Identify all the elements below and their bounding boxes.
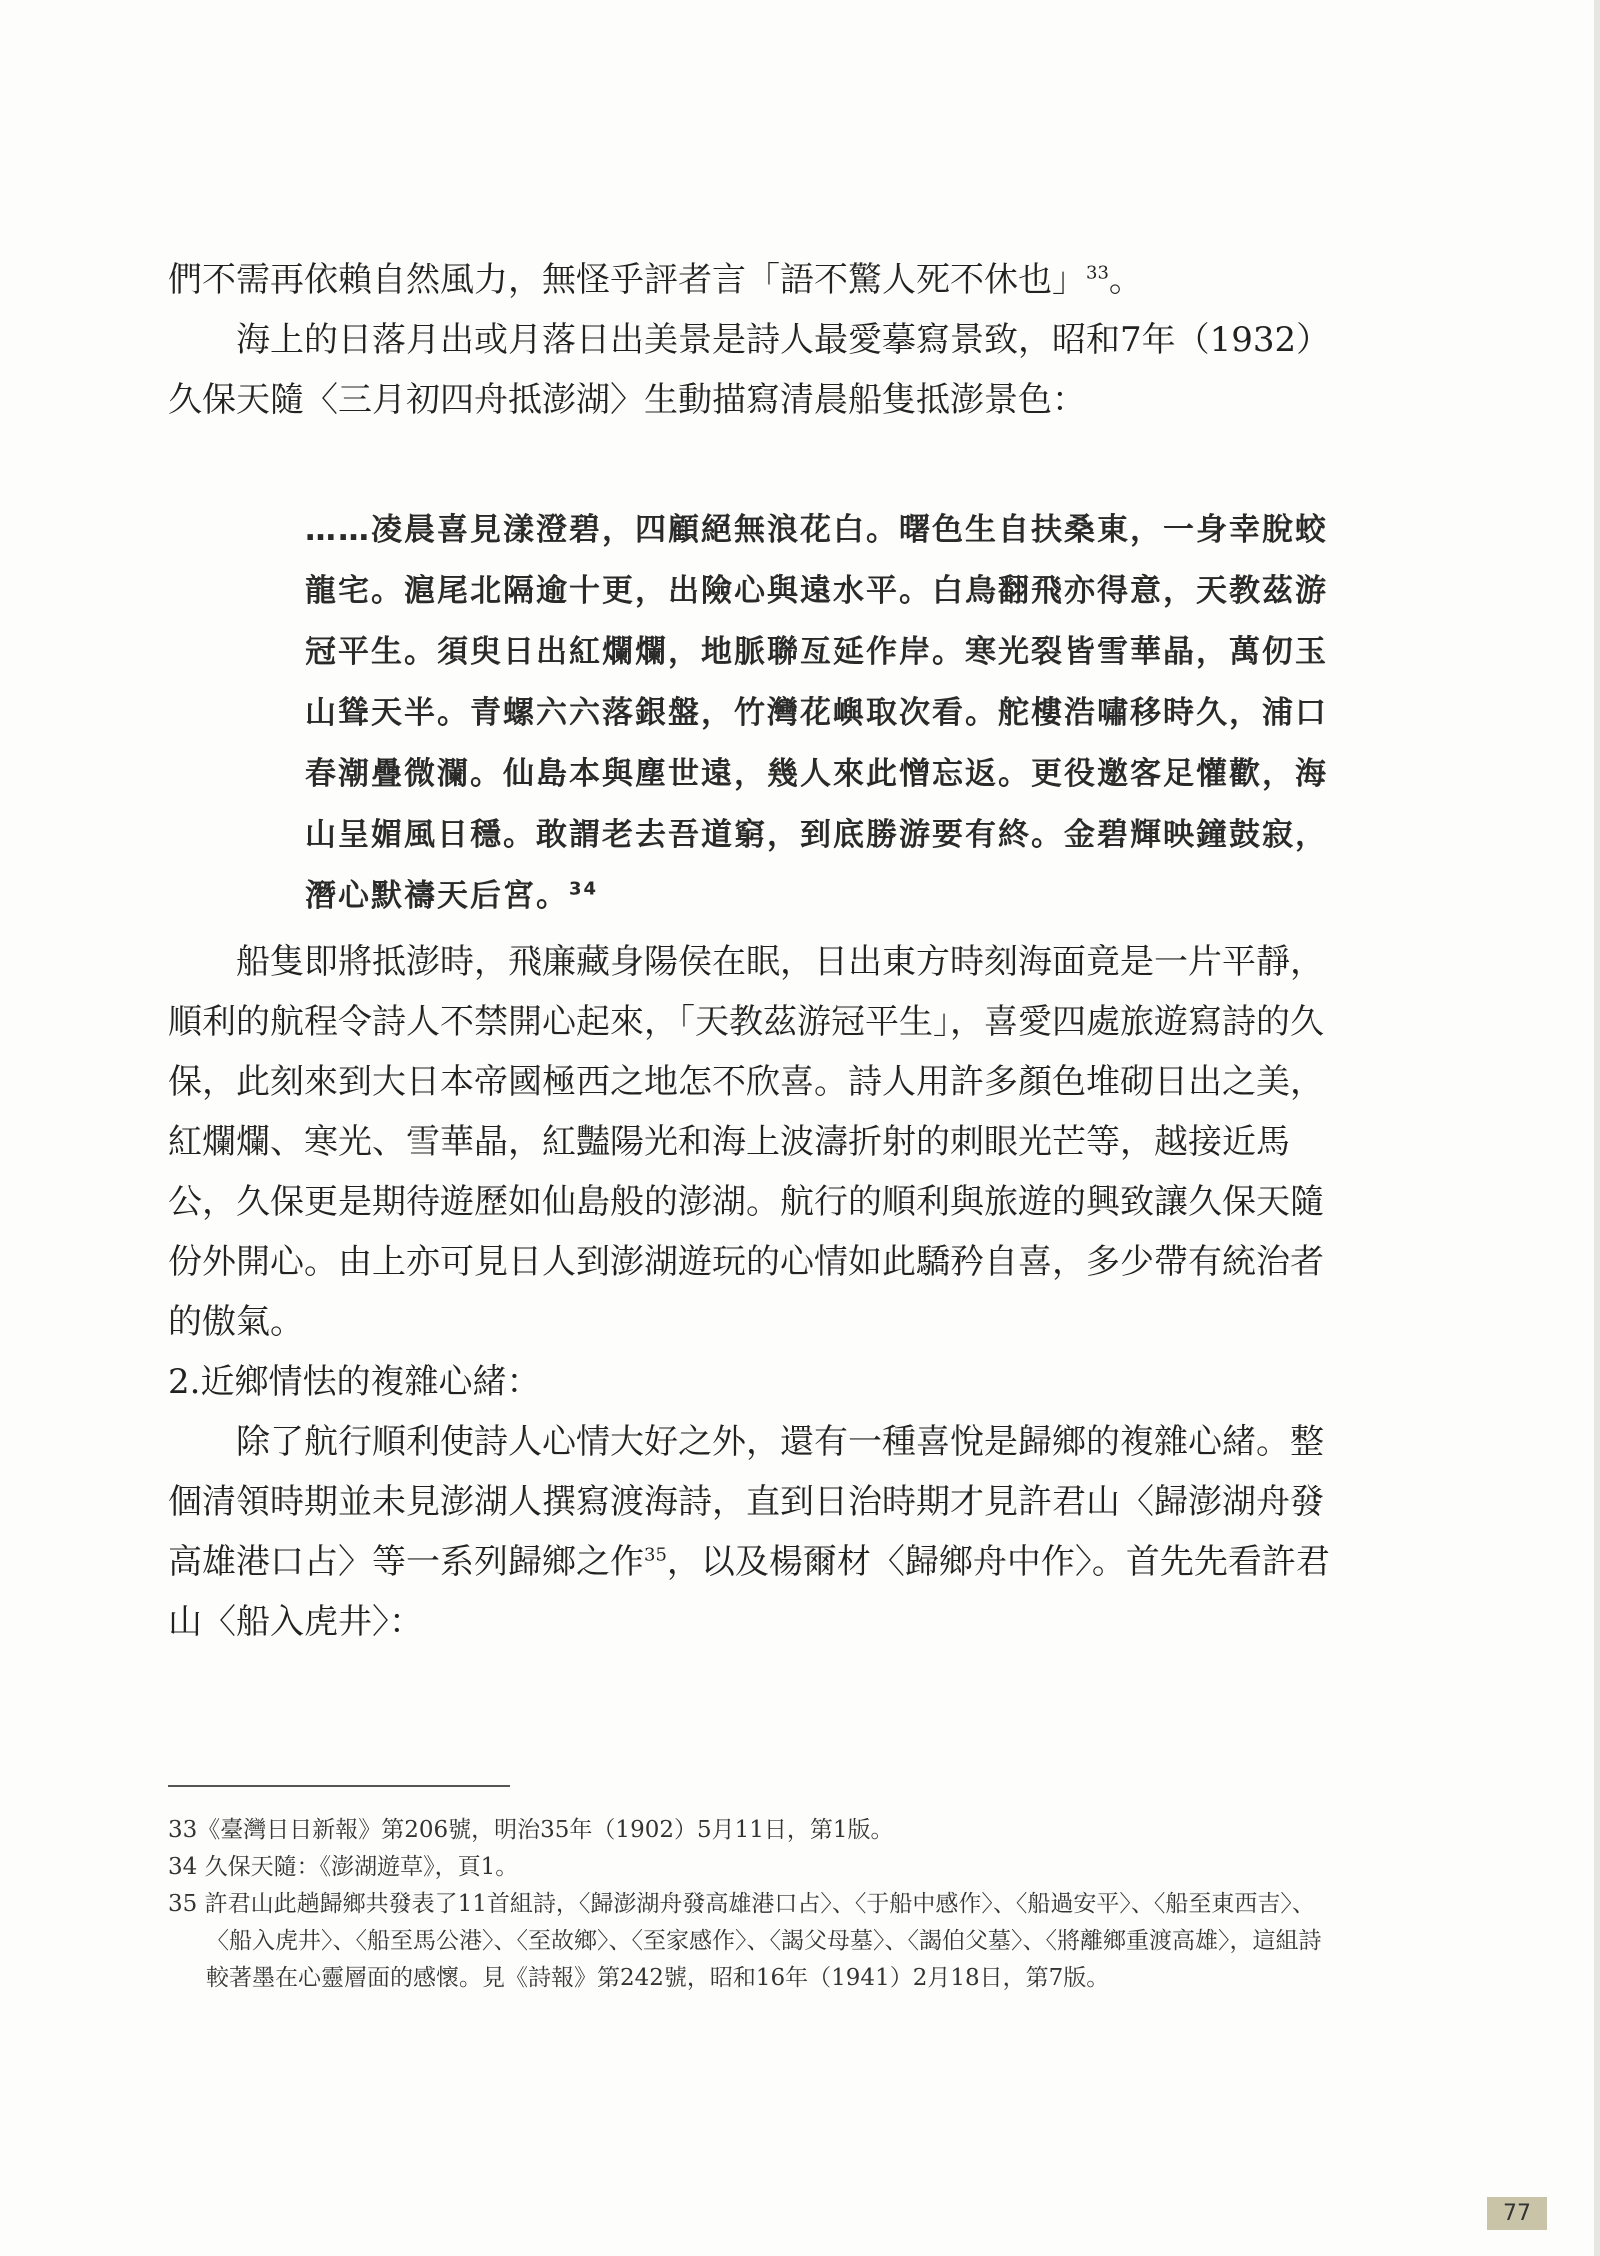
footnote-ref-33[interactable]: 33 <box>1086 262 1109 284</box>
footnote-divider <box>168 1785 510 1787</box>
main-text-bottom <box>168 932 1348 1652</box>
paragraph-1: 們不需再依賴自然風力，無怪乎評者言「語不驚人死不休也」$^{33}$。 <box>168 260 1143 300</box>
footnote-ref-34[interactable]: 34 <box>569 878 599 900</box>
main-text-top <box>168 250 1348 430</box>
paragraph-4: 除了航行順利使詩人心情大好之外，還有一種喜悅是歸鄉的複雜心緒。整個清領時期並未見澎湖人撰寫渡海詩，直到日治時期才見許君山〈歸澎湖舟發高雄港口占〉等一系列歸鄉之作$^{35}$，以及楊爾材〈歸鄉舟中作〉。首先先看許君山〈船入虎井〉： <box>168 1422 1330 1642</box>
page-number: 77 <box>1487 2197 1547 2230</box>
footnote-ref-35[interactable]: 35 <box>644 1544 667 1566</box>
paragraph-3: 船隻即將抵澎時，飛廉藏身陽侯在眠，日出東方時刻海面竟是一片平靜，順利的航程令詩人不禁開心起來，「天教茲游冠平生」，喜愛四處旅遊寫詩的久保，此刻來到大日本帝國極西之地怎不欣喜。詩人用許多顏色堆砌日出之美，紅爛爛、寒光、雪華晶，紅豔陽光和海上波濤折射的刺眼光芒等，越接近馬公，久保更是期待遊歷如仙島般的澎湖。航行的順利與旅遊的興致讓久保天隨份外開心。由上亦可見日人到澎湖遊玩的心情如此驕矜自喜，多少帶有統治者的傲氣。 <box>168 942 1324 1342</box>
paragraph-2: 海上的日落月出或月落日出美景是詩人最愛摹寫景致，昭和7年（1932）久保天隨〈三月初四舟抵澎湖〉生動描寫清晨船隻抵澎景色： <box>168 320 1331 420</box>
footnotes <box>168 1812 1343 1997</box>
page-edge <box>1594 0 1600 2256</box>
section-heading: 2.近鄉情怯的複雜心緒： <box>168 1362 541 1402</box>
footnote-34: 34 久保天隨：《澎湖遊草》，頁1。 <box>168 1854 519 1880</box>
footnote-35: 35 許君山此趟歸鄉共發表了11首組詩，〈歸澎湖舟發高雄港口占〉、〈于船中感作〉、〈船過安平〉、〈船至東西吉〉、〈船入虎井〉、〈船至馬公港〉、〈至故鄉〉、〈至家感作〉、〈謁父母墓〉、〈謁伯父墓〉、〈將離鄉重渡高雄〉，這組詩較著墨在心靈層面的感懷。見《詩報》第242號，昭和16年（1941）2月18日，第7版。 <box>168 1891 1322 1991</box>
poem-quote: ……凌晨喜見漾澄碧，四顧絕無浪花白。曙色生自扶桑東，一身幸脫蛟龍宅。滬尾北隔逾十更，出險心與遠水平。白鳥翻飛亦得意，天教茲游冠平生。須臾日出紅爛爛，地脈聯亙延作岸。寒光裂皆雪華晶，萬仞玉山聳天半。青螺六六落銀盤，竹灣花嶼取次看。舵樓浩嘯移時久，浦口春潮疊微瀾。仙島本與塵世遠，幾人來此憎忘返。更役邀客足懽歡，海山呈媚風日穩。敢謂老去吾道窮，到底勝游要有終。金碧輝映鐘鼓寂，潛心默禱天后宮。$^{34}$ <box>305 512 1328 914</box>
footnote-33: 33《臺灣日日新報》第206號，明治35年（1902）5月11日，第1版。 <box>168 1817 894 1843</box>
